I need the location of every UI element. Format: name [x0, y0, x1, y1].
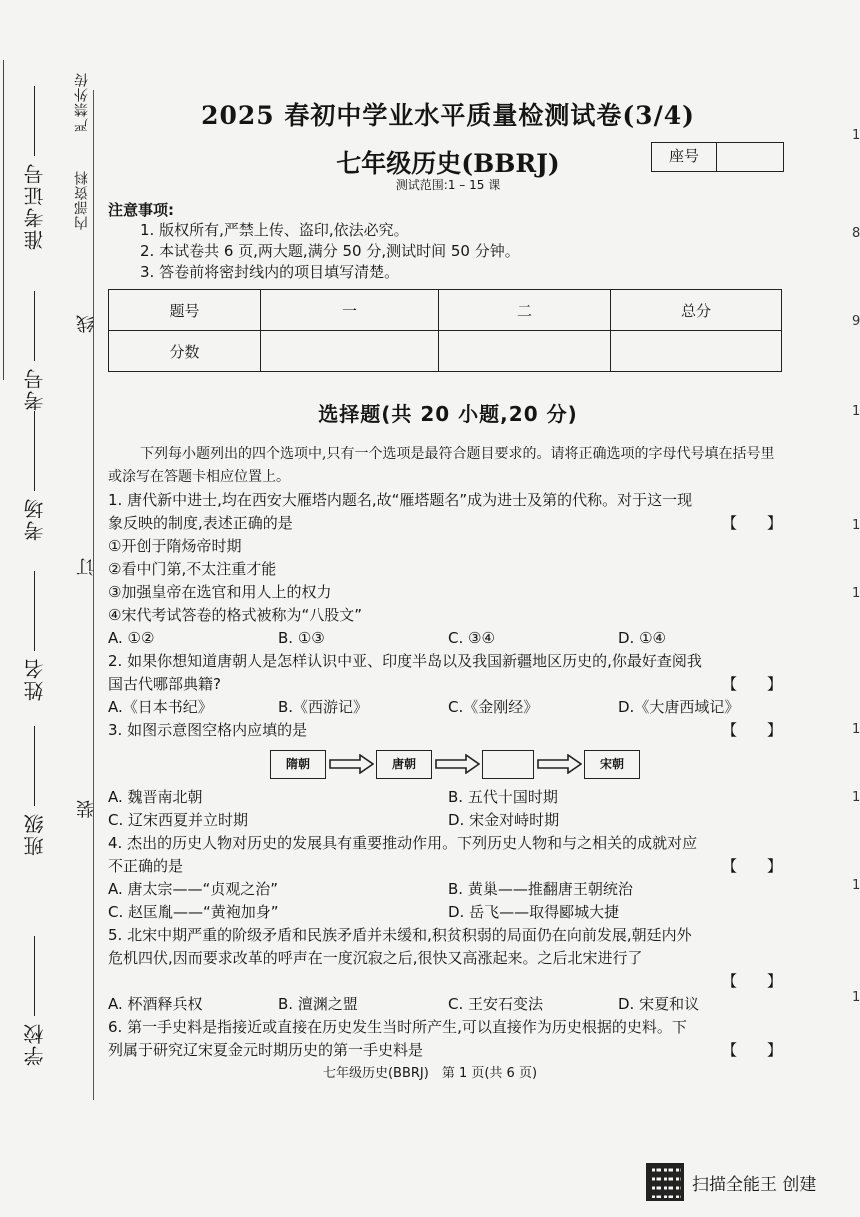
option[interactable]: D. 岳飞——取得郾城大捷	[448, 903, 620, 921]
note-item: 1. 版权所有,严禁上传、盗印,依法必究。	[140, 221, 409, 239]
right-edge-mark: 1	[852, 586, 860, 601]
question-text: 危机四伏,因而要求改革的呼声在一度沉寂之后,很快又高涨起来。之后北宋进行了	[108, 949, 643, 967]
option[interactable]: C. 辽宋西夏并立时期	[108, 811, 249, 829]
notes-title: 注意事项:	[108, 201, 174, 219]
question-3	[108, 719, 788, 742]
options-row	[108, 809, 788, 832]
option[interactable]: D.《大唐西域记》	[618, 698, 740, 716]
question-4	[108, 832, 788, 878]
note-item: 3. 答卷前将密封线内的项目填写清楚。	[140, 263, 400, 281]
cut-label-line: 线	[76, 315, 97, 333]
internal-label: 内部资料	[74, 170, 90, 230]
cut-label-mount: 装	[76, 800, 97, 818]
option[interactable]: B. 澶渊之盟	[278, 995, 358, 1013]
question-text: 4. 杰出的历史人物对历史的发展具有重要推动作用。下列历史人物和与之相关的成就对应	[108, 834, 698, 852]
option[interactable]: B. 五代十国时期	[448, 788, 558, 806]
double-arrow-icon	[434, 754, 480, 774]
flow-box-song: 宋朝	[584, 750, 640, 779]
exam-subtitle: 七年级历史(BBRJ)	[336, 149, 560, 178]
option[interactable]: C. 王安石变法	[448, 995, 544, 1013]
right-edge-mark: 8	[852, 226, 860, 241]
question-text: 6. 第一手史料是指接近或直接在历史发生当时所产生,可以直接作为历史根据的史料。下	[108, 1018, 687, 1036]
question-text: 1. 唐代新中进士,均在西安大雁塔内题名,故“雁塔题名”成为进士及第的代称。对于这一现	[108, 491, 693, 509]
score-cell[interactable]	[261, 331, 439, 372]
watermark-text: 扫描全能王 创建	[692, 1174, 817, 1195]
forbidden-label: 严禁外传	[74, 72, 90, 132]
option[interactable]: B. 黄巢——推翻唐王朝统治	[448, 880, 633, 898]
option[interactable]: A. ①②	[108, 629, 155, 647]
answer-bracket[interactable]: 【 】	[721, 514, 782, 532]
question-text: 3. 如图示意图空格内应填的是	[108, 721, 308, 739]
answer-bracket[interactable]: 【 】	[721, 972, 782, 990]
flow-box-tang: 唐朝	[376, 750, 432, 779]
right-edge-mark: 1	[852, 990, 860, 1005]
options-row	[108, 627, 788, 650]
seat-number-input[interactable]	[717, 143, 783, 171]
option[interactable]: B. ①③	[278, 629, 325, 647]
page-footer: 七年级历史(BBRJ) 第 1 页(共 6 页)	[322, 1066, 538, 1081]
options-row	[108, 901, 788, 924]
statement-item: ③加强皇帝在选官和用人上的权力	[108, 583, 332, 601]
right-edge-mark: 1	[852, 518, 860, 533]
option[interactable]: D. 宋夏和议	[618, 995, 700, 1013]
statement-item: ②看中门第,不太注重才能	[108, 560, 277, 578]
question-6	[108, 1016, 788, 1062]
right-edge-mark: 1	[852, 790, 860, 805]
name-field[interactable]: 姓名	[20, 565, 49, 701]
test-scope: 测试范围:1 – 15 课	[395, 178, 501, 192]
option[interactable]: A. 唐太宗——“贞观之治”	[108, 880, 279, 898]
school-field[interactable]: 学校	[20, 930, 49, 1066]
right-edge-mark: 1	[852, 722, 860, 737]
flow-box-blank[interactable]	[482, 750, 534, 779]
statement-item: ④宋代考试答卷的格式被称为“八股文”	[108, 606, 362, 624]
section-title: 选择题(共 20 小题,20 分)	[318, 402, 578, 426]
option[interactable]: C. 赵匡胤——“黄袍加身”	[108, 903, 279, 921]
exam-number-field[interactable]: 考号	[20, 285, 49, 411]
option[interactable]: C.《金刚经》	[448, 698, 539, 716]
options-row	[108, 696, 788, 719]
question-2	[108, 650, 788, 696]
score-header-cell: 总分	[611, 290, 782, 331]
options-row	[108, 786, 788, 809]
qr-code-icon	[646, 1163, 684, 1201]
question-text: 国古代哪部典籍?	[108, 675, 221, 693]
question-text: 5. 北宋中期严重的阶级矛盾和民族矛盾并未缓和,积贫积弱的局面仍在向前发展,朝廷内外	[108, 926, 692, 944]
score-cell[interactable]	[611, 331, 782, 372]
admission-number-field[interactable]: 准考证号	[20, 80, 49, 250]
seat-number-box[interactable]	[651, 142, 784, 172]
statement-item: ①开创于隋炀帝时期	[108, 537, 242, 555]
options-row	[108, 993, 788, 1016]
score-cell[interactable]	[439, 331, 611, 372]
score-table	[108, 289, 782, 372]
question-5	[108, 924, 788, 993]
scanner-watermark	[646, 1163, 816, 1201]
option[interactable]: D. ①④	[618, 629, 666, 647]
question-text: 象反映的制度,表述正确的是	[108, 514, 293, 532]
question-text: 列属于研究辽宋夏金元时期历史的第一手史料是	[108, 1041, 424, 1059]
class-field[interactable]: 班级	[20, 720, 49, 856]
answer-bracket[interactable]: 【 】	[721, 675, 782, 693]
score-header-cell: 一	[261, 290, 439, 331]
answer-bracket[interactable]: 【 】	[721, 857, 782, 875]
exam-content	[108, 96, 788, 1062]
dynasty-flow-diagram	[270, 748, 788, 780]
exam-title: 2025 春初中学业水平质量检测试卷(3/4)	[201, 101, 695, 130]
double-arrow-icon	[328, 754, 374, 774]
options-row	[108, 878, 788, 901]
option[interactable]: D. 宋金对峙时期	[448, 811, 560, 829]
score-row-label: 分数	[109, 331, 261, 372]
fold-line	[93, 90, 94, 1100]
option[interactable]: A. 杯酒释兵权	[108, 995, 203, 1013]
double-arrow-icon	[536, 754, 582, 774]
option[interactable]: C. ③④	[448, 629, 495, 647]
note-item: 2. 本试卷共 6 页,两大题,满分 50 分,测试时间 50 分钟。	[140, 242, 520, 260]
right-edge-mark: 1	[852, 128, 860, 143]
cut-line	[3, 60, 4, 380]
answer-bracket[interactable]: 【 】	[721, 721, 782, 739]
right-edge-mark: 9	[852, 314, 860, 329]
right-edge-mark: 1	[852, 404, 860, 419]
seat-number-label: 座号	[652, 143, 717, 171]
option[interactable]: A. 魏晋南北朝	[108, 788, 203, 806]
room-field[interactable]: 考场	[20, 405, 49, 541]
flow-box-sui: 隋朝	[270, 750, 326, 779]
question-1	[108, 489, 788, 535]
score-header-cell: 二	[439, 290, 611, 331]
question-text: 不正确的是	[108, 857, 184, 875]
score-header-cell: 题号	[109, 290, 261, 331]
right-edge-mark: 1	[852, 878, 860, 893]
section-instruction: 下列每小题列出的四个选项中,只有一个选项是最符合题目要求的。请将正确选项的字母代号填在括号里或涂写在答题卡相应位置上。	[108, 446, 775, 485]
option[interactable]: B.《西游记》	[278, 698, 369, 716]
question-text: 2. 如果你想知道唐朝人是怎样认识中亚、印度半岛以及我国新疆地区历史的,你最好查阅我	[108, 652, 702, 670]
binding-margin	[0, 60, 100, 1066]
cut-label-bind: 订	[76, 558, 97, 576]
option[interactable]: A.《日本书纪》	[108, 698, 213, 716]
answer-bracket[interactable]: 【 】	[721, 1041, 782, 1059]
